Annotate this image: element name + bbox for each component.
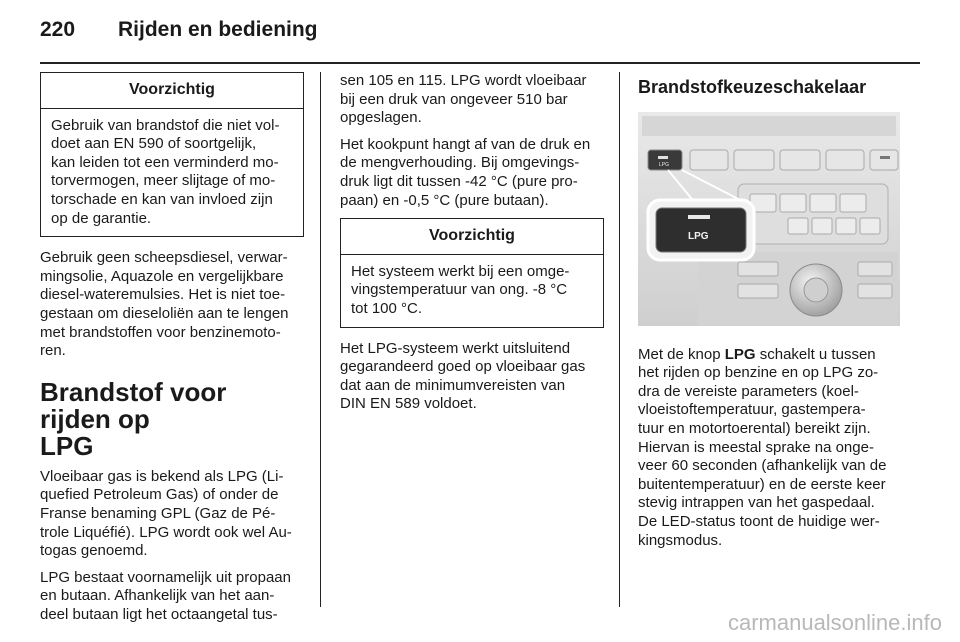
text-line: torvermogen, meer slijtage of mo- xyxy=(51,172,276,190)
text-line: doet aan EN 590 of soortgelijk, xyxy=(51,135,257,153)
lpg-bold: LPG xyxy=(724,345,756,363)
caution-body xyxy=(341,255,603,327)
text-line: buitentemperatuur) en de eerste keer xyxy=(638,475,886,493)
text-run: Met de knop xyxy=(638,345,725,363)
caution-title: Voorzichtig xyxy=(41,73,303,109)
text-line: quefied Petroleum Gas) of onder de xyxy=(40,486,279,504)
text-line: sen 105 en 115. LPG wordt vloeibaar xyxy=(340,72,587,89)
page-number: 220 xyxy=(40,18,76,41)
caution-box xyxy=(340,218,604,327)
text-line: Het systeem werkt bij een omge- xyxy=(351,262,570,280)
section-heading: Brandstofkeuzeschakelaar xyxy=(638,77,867,97)
paragraph xyxy=(40,569,304,625)
section-heading xyxy=(40,376,304,461)
column-3 xyxy=(638,72,902,558)
lpg-label-small: LPG xyxy=(659,162,670,168)
text-line: mingsolie, Aquazole en vergelijkbare xyxy=(40,267,284,285)
heading-line: Brandstof voor rijden op xyxy=(40,376,227,434)
paragraph xyxy=(40,249,304,361)
text-line: togas genoemd. xyxy=(40,542,148,560)
text-line: de mengverhouding. Bij omgevings- xyxy=(340,154,580,172)
column-divider xyxy=(619,72,620,607)
column-2 xyxy=(340,72,604,422)
text-line: vingstemperatuur van ong. -8 °C xyxy=(351,281,568,299)
text-line: Hiervan is meestal sprake na onge- xyxy=(638,438,874,456)
text-line: en butaan. Afhankelijk van het aan- xyxy=(40,587,275,605)
text-line: bij een druk van ongeveer 510 bar xyxy=(340,90,568,108)
text-line: torschade en kan van invloed zijn xyxy=(51,190,273,208)
text-line: dra de vereiste parameters (koel- xyxy=(638,382,859,400)
text-line: paan) en -0,5 °C (pure butaan). xyxy=(340,191,549,209)
text-line: gegarandeerd goed op vloeibaar gas xyxy=(340,358,586,376)
text-line: tuur en motortoerental) bereikt zijn. xyxy=(638,419,871,437)
column-1 xyxy=(40,72,304,632)
text-line: op de garantie. xyxy=(51,209,152,227)
caution-title: Voorzichtig xyxy=(341,219,603,255)
watermark[interactable]: carmanualsonline.info xyxy=(727,610,942,635)
text-line: Gebruik van brandstof die niet vol- xyxy=(51,116,280,134)
text-line: tot 100 °C. xyxy=(351,299,423,317)
column-divider xyxy=(320,72,321,607)
text-line: Vloeibaar gas is bekend als LPG (Li- xyxy=(40,467,284,485)
text-line: veer 60 seconden (afhankelijk van de xyxy=(638,457,887,475)
lpg-label-large: LPG xyxy=(688,231,709,242)
caution-box xyxy=(40,72,304,237)
text-line: druk ligt dit tussen -42 °C (pure pro- xyxy=(340,172,578,190)
text-line: Het LPG-systeem werkt uitsluitend xyxy=(340,339,571,357)
page-title: Rijden en bediening xyxy=(118,18,318,41)
text-line: LPG bestaat voornamelijk uit propaan xyxy=(40,568,291,586)
text-line: Franse benaming GPL (Gaz de Pé- xyxy=(40,504,276,522)
paragraph xyxy=(638,346,902,551)
text-line: vloeistoftemperatuur, gastempera- xyxy=(638,401,866,419)
paragraph xyxy=(340,340,604,414)
text-line: diesel-wateremulsies. Het is niet toe- xyxy=(40,286,286,304)
text-line: DIN EN 589 voldoet. xyxy=(340,395,477,413)
text-line: het rijden op benzine en op LPG zo- xyxy=(638,364,879,382)
text-line: stevig intrappen van het gaspedaal. xyxy=(638,494,875,512)
text-line: trole Liquéfié). LPG wordt ook wel Au- xyxy=(40,523,292,541)
heading-line: LPG xyxy=(40,430,94,461)
page-header xyxy=(40,18,318,48)
caution-body xyxy=(41,109,303,237)
text-line: gestaan om dieseloliën aan te lengen xyxy=(40,304,289,322)
text-line: kan leiden tot een verminderd mo- xyxy=(51,153,279,171)
lpg-switch-figure xyxy=(638,112,900,326)
text-line: deel butaan ligt het octaangetal tus- xyxy=(40,605,278,623)
text-line: opgeslagen. xyxy=(340,109,422,127)
paragraph xyxy=(40,468,304,561)
text-line: ren. xyxy=(40,342,66,360)
text-line: De LED-status toont de huidige wer- xyxy=(638,512,880,530)
header-rule xyxy=(40,62,920,64)
paragraph xyxy=(340,72,604,128)
text-line: met brandstoffen voor benzinemoto- xyxy=(40,323,281,341)
text-run: schakelt u tussen xyxy=(755,345,876,363)
paragraph xyxy=(340,136,604,210)
text-line: dat aan de minimumvereisten van xyxy=(340,376,566,394)
text-line: Het kookpunt hangt af van de druk en xyxy=(340,135,591,153)
text-line xyxy=(638,346,902,365)
text-line: kingsmodus. xyxy=(638,531,723,549)
text-line: Gebruik geen scheepsdiesel, verwar- xyxy=(40,249,288,267)
